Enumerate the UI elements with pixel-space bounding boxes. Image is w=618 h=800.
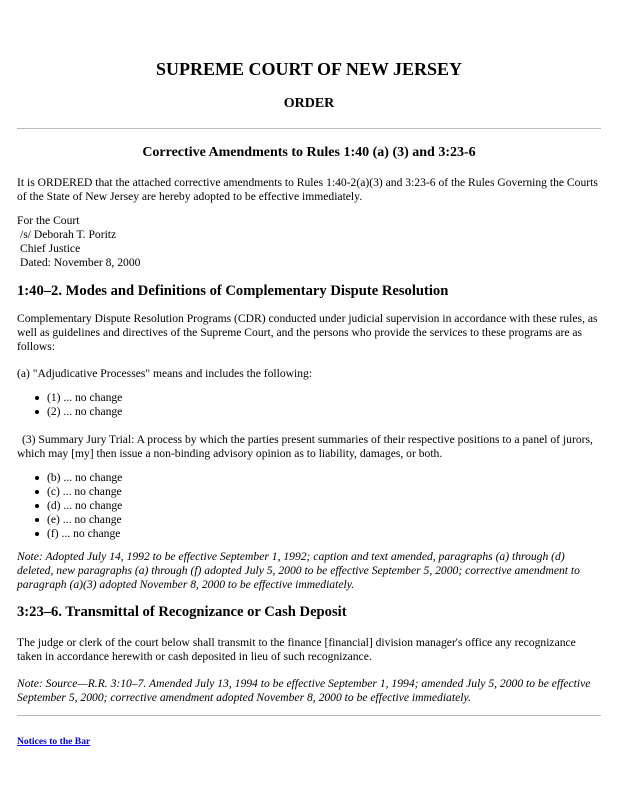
list-item: (c) ... no change — [31, 485, 331, 499]
page-title: SUPREME COURT OF NEW JERSEY — [155, 59, 463, 79]
signature-line-court: For the Court — [17, 214, 80, 227]
order-text: It is ORDERED that the attached corrective amendments to Rules 1:40-2(a)(3) and 3:23-6 of the Rules Governing the Courts of the State of New Jersey are hereby adopted to be effective immediately. — [17, 176, 598, 203]
list-item: (b) ... no change — [31, 471, 331, 485]
list-item: (e) ... no change — [31, 513, 331, 527]
list-adjudicative-subitems — [31, 391, 331, 419]
signature-line-signed: /s/ Deborah T. Poritz — [20, 228, 117, 241]
signature-line-date: Dated: November 8, 2000 — [20, 256, 141, 269]
signature-block — [17, 214, 601, 270]
summary-jury-trial-item: (3) Summary Jury Trial: A process by which the parties present summaries of their respective positions to a panel of jurors, which may [my] then issue a non-binding advisory opinion as to liability, damages, or both. — [17, 433, 593, 460]
notices-to-the-bar-link[interactable]: Notices to the Bar — [17, 736, 91, 747]
rule-1-40-2-intro: Complementary Dispute Resolution Programs (CDR) conducted under judicial supervision in accordance with these rules, as well as guidelines and directives of the Supreme Court, and the persons who provide the services to these programs are as follows: — [17, 312, 598, 353]
top-divider — [17, 128, 601, 129]
list-item: (f) ... no change — [31, 527, 331, 541]
bottom-divider — [17, 715, 601, 716]
list-item: (d) ... no change — [31, 499, 331, 513]
list-item: (1) ... no change — [31, 391, 331, 405]
rule-3-23-6-text: The judge or clerk of the court below shall transmit to the finance [financial] division manager's office any recognizance taken in accordance herewith or cash deposited in lieu of such recognizance. — [17, 636, 576, 663]
list-item: (2) ... no change — [31, 405, 331, 419]
rule-3-23-6-heading: 3:23–6. Transmittal of Recognizance or Cash Deposit — [17, 604, 347, 620]
rule-1-40-2-heading: 1:40–2. Modes and Definitions of Complementary Dispute Resolution — [17, 283, 449, 299]
order-label: ORDER — [283, 96, 335, 111]
adjudicative-processes-item: (a) "Adjudicative Processes" means and includes the following: — [17, 367, 313, 380]
list-remaining-paragraphs — [31, 471, 331, 541]
signature-line-title: Chief Justice — [20, 242, 81, 255]
rule-1-40-2-note: Note: Adopted July 14, 1992 to be effective September 1, 1992; caption and text amended, paragraphs (a) through (d) deleted, new paragraphs (a) through (f) adopted July 5, 2000 to be effective September 5, 2000; corrective amendment to paragraph (a)(3) adopted November 8, 2000 to be effective immediately. — [17, 550, 580, 591]
rule-3-23-6-note: Note: Source—R.R. 3:10–7. Amended July 13, 1994 to be effective September 1, 1994; amended July 5, 2000 to be effective September 5, 2000; corrective amendment adopted November 8, 2000 to be effective immediately. — [17, 677, 591, 704]
order-heading: Corrective Amendments to Rules 1:40 (a) (3) and 3:23-6 — [142, 145, 476, 160]
